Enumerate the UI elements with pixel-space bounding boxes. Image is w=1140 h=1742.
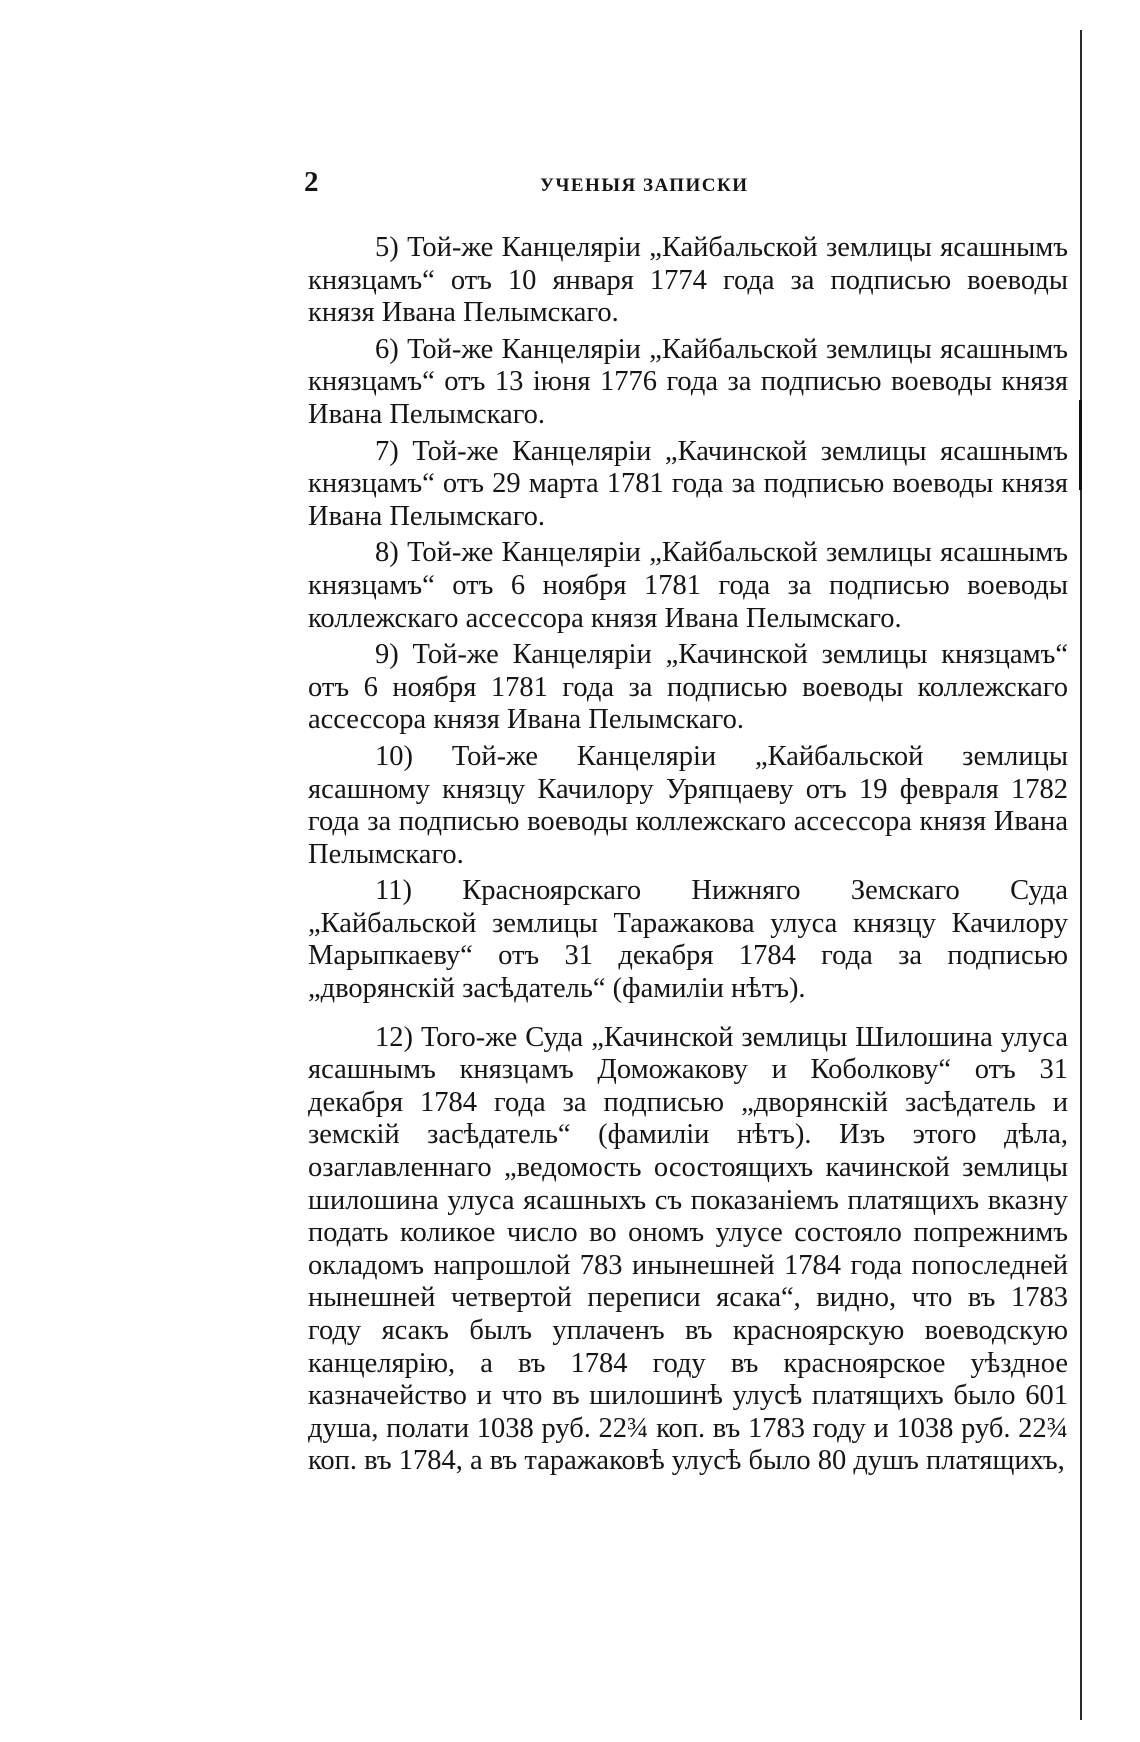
page-edge-line	[1080, 30, 1082, 1720]
paragraph-7: 7) Той-же Канцеляріи „Качинской землицы ясашнымъ князцамъ“ отъ 29 марта 1781 года за подписью воеводы князя Ивана Пелымскаго.	[308, 435, 1068, 532]
page-edge-mark	[1079, 400, 1082, 490]
body-text	[308, 232, 1068, 1482]
paragraph-6: 6) Той-же Канцеляріи „Кайбальской землицы ясашнымъ князцамъ“ отъ 13 іюня 1776 года за подписью воеводы князя Ивана Пелымскаго.	[308, 333, 1068, 430]
running-title: УЧЕНЫЯ ЗАПИСКИ	[540, 175, 749, 196]
paragraph-5: 5) Той-же Канцеляріи „Кайбальской землицы ясашнымъ князцамъ“ отъ 10 января 1774 года за подписью воеводы князя Ивана Пелымскаго.	[308, 232, 1068, 329]
paragraph-11: 11) Красноярскаго Нижняго Земскаго Суда „Кайбальской землицы Таражакова улуса князцу Качилору Марыпкаеву“ отъ 31 декабря 1784 года за подписью „дворянскій засѣдатель“ (фамиліи нѣтъ).	[308, 875, 1068, 1005]
paragraph-12: 12) Того-же Суда „Качинской землицы Шилошина улуса ясашнымъ князцамъ Доможакову и Коболкову“ отъ 31 декабря 1784 года за подписью „дворянскій засѣдатель и земскій засѣдатель“ (фамиліи нѣтъ). Изъ этого дѣла, озаглавленнаго „ведомость осостоящихъ качинской землицы шилошина улуса ясашныхъ съ показаніемъ платящихъ вказну подать коликое число во ономъ улусе состояло попрежнимъ окладомъ напрошлой 783 инынешней 1784 года попоследней нынешней четвертой переписи ясака“, видно, что въ 1783 году ясакъ былъ уплаченъ въ красноярскую воеводскую канцелярію, а въ 1784 году въ красноярское уѣздное казначейство и что въ шилошинѣ улусѣ платящихъ было 601 душа, полати 1038 руб. 22¾ коп. въ 1783 году и 1038 руб. 22¾ коп. въ 1784, а въ таражаковѣ улусѣ было 80 душъ платящихъ,	[308, 1021, 1068, 1477]
paragraph-10: 10) Той-же Канцеляріи „Кайбальской землицы ясашному князцу Качилору Уряпцаеву отъ 19 февраля 1782 года за подписью воеводы коллежскаго ассессора князя Ивана Пелымскаго.	[308, 740, 1068, 870]
paragraph-9: 9) Той-же Канцеляріи „Качинской землицы князцамъ“ отъ 6 ноября 1781 года за подписью воеводы коллежскаго ассессора князя Ивана Пелымскаго.	[308, 639, 1068, 736]
page-number: 2	[304, 166, 319, 198]
paragraph-8: 8) Той-же Канцеляріи „Кайбальской землицы ясашнымъ князцамъ“ отъ 6 ноября 1781 года за подписью воеводы коллежскаго ассессора князя Ивана Пелымскаго.	[308, 537, 1068, 634]
